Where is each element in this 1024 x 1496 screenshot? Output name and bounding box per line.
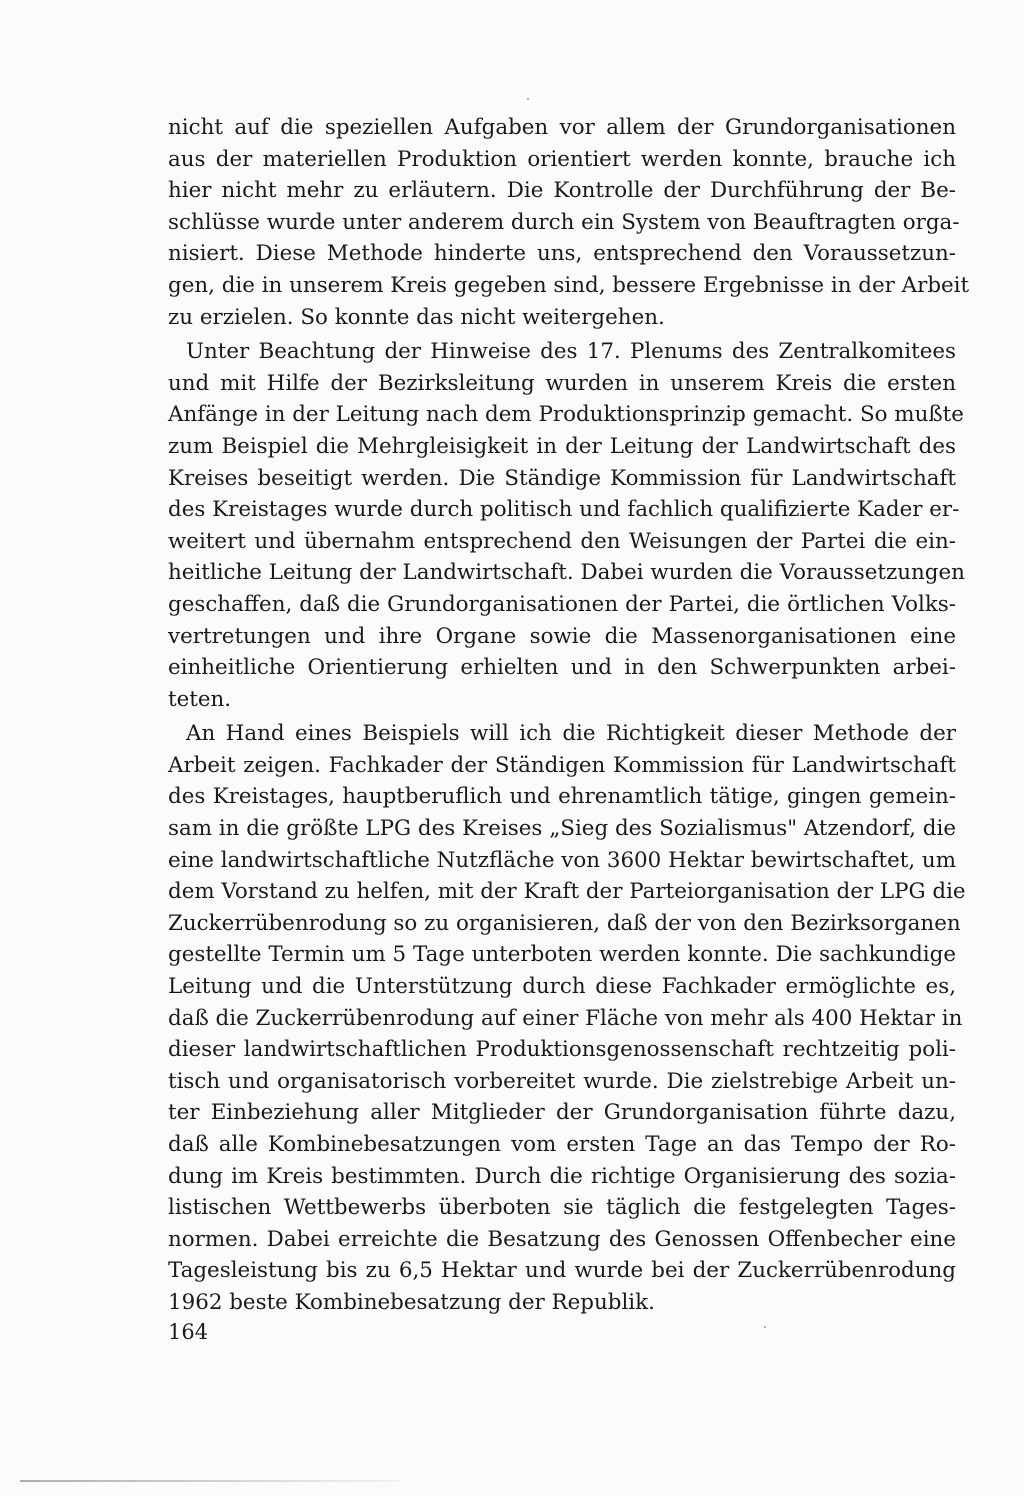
text-line: Zuckerrübenrodung so zu organisieren, daß der von den Bezirksorganen (168, 910, 961, 936)
text-line: eine landwirtschaftliche Nutzfläche von 3600 Hektar bewirtschaftet, um (168, 847, 956, 873)
scan-speck (764, 1326, 766, 1328)
text-line: nisiert. Diese Methode hinderte uns, entsprechend den Voraussetzun- (168, 241, 956, 267)
text-line: dieser landwirtschaftlichen Produktionsgenossenschaft rechtzeitig poli- (168, 1037, 956, 1063)
text-line: Anfänge in der Leitung nach dem Produktionsprinzip gemacht. So mußte (168, 402, 964, 428)
text-line: daß alle Kombinebesatzungen vom ersten Tage an das Tempo der Ro- (168, 1132, 956, 1157)
scan-edge-shadow (20, 1480, 400, 1482)
text-line: daß die Zuckerrübenrodung auf einer Fläche von mehr als 400 Hektar in (168, 1005, 963, 1031)
text-line: zum Beispiel die Mehrgleisigkeit in der Leitung der Landwirtschaft des (168, 433, 956, 459)
text-line: des Kreistages wurde durch politisch und fachlich qualifizierte Kader er- (168, 497, 960, 523)
text-line: listischen Wettbewerbs überboten sie täglich die festgelegten Tages- (168, 1195, 956, 1221)
text-line: einheitliche Orientierung erhielten und in den Schwerpunkten arbei- (168, 655, 956, 681)
text-line: Tagesleistung bis zu 6,5 Hektar und wurde bei der Zuckerrübenrodung (168, 1258, 956, 1284)
text-line: Arbeit zeigen. Fachkader der Ständigen Kommission für Landwirtschaft (168, 752, 956, 778)
scan-speck (527, 98, 529, 100)
text-line: des Kreistages, hauptberuflich und ehrenamtlich tätige, gingen gemein- (168, 784, 956, 810)
text-line: vertretungen und ihre Organe sowie die Massenorganisationen eine (168, 623, 956, 649)
text-line: dung im Kreis bestimmten. Durch die richtige Organisierung des sozia- (168, 1163, 956, 1189)
text-line: weitert und übernahm entsprechend den Weisungen der Partei die ein- (168, 528, 956, 554)
body-text (168, 112, 970, 1322)
paragraph (168, 718, 966, 1318)
page-number: 164 (168, 1320, 209, 1344)
text-line: ter Einbeziehung aller Mitglieder der Grundorganisation führte dazu, (168, 1100, 956, 1126)
text-line: Unter Beachtung der Hinweise des 17. Plenums des Zentralkomitees (186, 339, 956, 365)
text-line: schlüsse wurde unter anderem durch ein System von Beauftragten orga- (168, 209, 960, 235)
text-line: An Hand eines Beispiels will ich die Richtigkeit dieser Methode der (186, 721, 956, 747)
text-line: teten. (168, 686, 232, 712)
text-line: 1962 beste Kombinebesatzung der Republik. (168, 1289, 655, 1315)
text-line: tisch und organisatorisch vorbereitet wurde. Die zielstrebige Arbeit un- (168, 1068, 956, 1094)
text-line: dem Vorstand zu helfen, mit der Kraft der Parteiorganisation der LPG die (168, 879, 966, 905)
text-line: gestellte Termin um 5 Tage unterboten werden konnte. Die sachkundige (168, 942, 956, 968)
text-line: hier nicht mehr zu erläutern. Die Kontrolle der Durchführung der Be- (168, 178, 956, 204)
paragraph (168, 112, 970, 333)
text-line: heitliche Leitung der Landwirtschaft. Dabei wurden die Voraussetzungen (168, 560, 965, 586)
paragraph (168, 336, 965, 715)
text-line: und mit Hilfe der Bezirksleitung wurden in unserem Kreis die ersten (168, 370, 956, 396)
text-line: nicht auf die speziellen Aufgaben vor allem der Grundorganisationen (168, 115, 956, 140)
text-line: geschaffen, daß die Grundorganisationen der Partei, die örtlichen Volks- (168, 591, 956, 617)
text-line: normen. Dabei erreichte die Besatzung des Genossen Offenbecher eine (168, 1226, 956, 1252)
text-line: zu erzielen. So konnte das nicht weitergehen. (168, 304, 665, 330)
text-line: Kreises beseitigt werden. Die Ständige Kommission für Landwirtschaft (168, 465, 956, 491)
text-line: gen, die in unserem Kreis gegeben sind, bessere Ergebnisse in der Arbeit (168, 272, 970, 298)
text-line: sam in die größte LPG des Kreises „Sieg des Sozialismus" Atzendorf, die (168, 816, 956, 842)
text-line: aus der materiellen Produktion orientiert werden konnte, brauche ich (168, 146, 956, 172)
text-line: Leitung und die Unterstützung durch diese Fachkader ermöglichte es, (168, 974, 956, 1000)
